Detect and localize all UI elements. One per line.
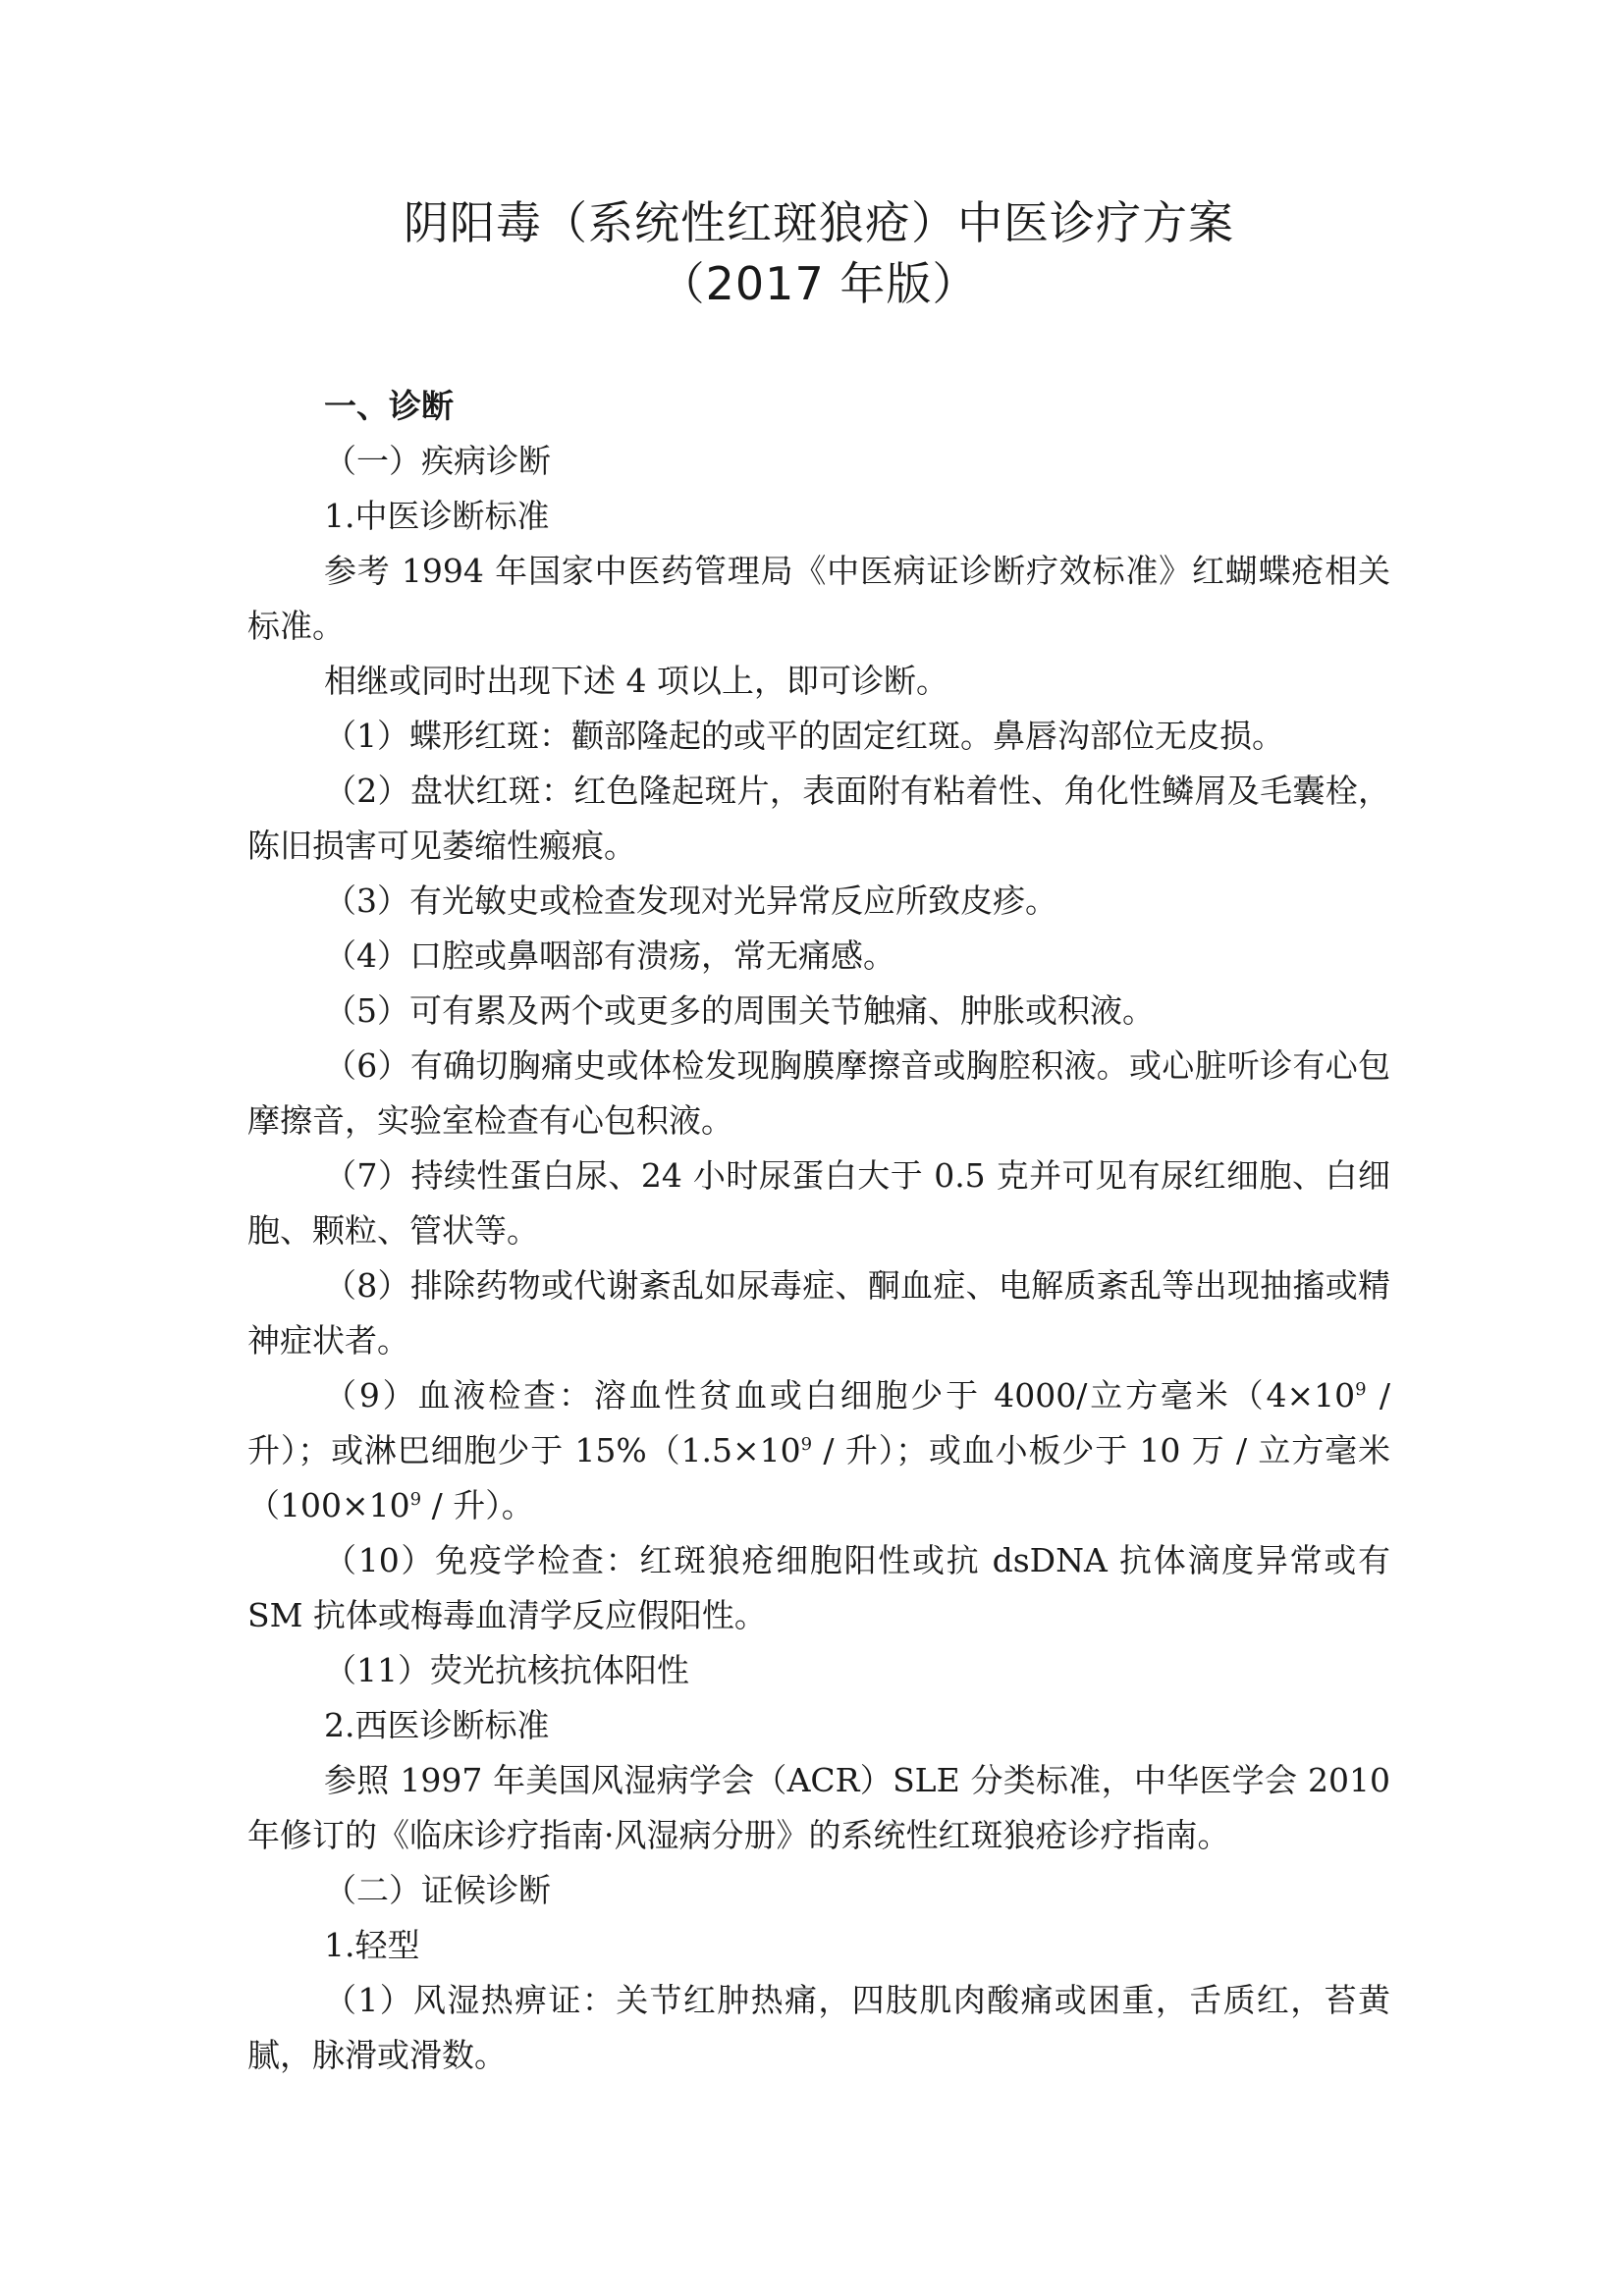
western-standard-heading: 2.西医诊断标准 bbox=[324, 1706, 550, 1744]
section-heading-diagnosis: 一、诊断 bbox=[324, 387, 454, 425]
blood-test-part-d: / 升）。 bbox=[421, 1486, 534, 1524]
criteria-item: （5）可有累及两个或更多的周围关节触痛、肿胀或积液。 bbox=[324, 991, 1155, 1030]
tcm-standard-heading: 1.中医诊断标准 bbox=[324, 497, 550, 535]
exponent: 9 bbox=[409, 1489, 422, 1510]
criteria-item: （11）荧光抗核抗体阳性 bbox=[324, 1651, 689, 1689]
criteria-item: （6）有确切胸痛史或体检发现胸膜摩擦音或胸腔积液。或心脏听诊有心包摩擦音，实验室检查有心包积液。 bbox=[247, 1046, 1390, 1140]
syndrome-item: （1）风湿热痹证：关节红肿热痛，四肢肌肉酸痛或困重，舌质红，苔黄腻，脉滑或滑数。 bbox=[247, 1981, 1390, 2074]
criteria-item: （1）蝶形红斑：颧部隆起的或平的固定红斑。鼻唇沟部位无皮损。 bbox=[324, 717, 1284, 755]
blood-test-part-a: （9）血液检查：溶血性贫血或白细胞少于 4000/立方毫米（4×10 bbox=[324, 1376, 1356, 1415]
title-block bbox=[208, 192, 1430, 314]
document-title: 阴阳毒（系统性红斑狼疮）中医诊疗方案 bbox=[404, 196, 1234, 249]
criteria-item: （3）有光敏史或检查发现对光异常反应所致皮疹。 bbox=[324, 881, 1057, 920]
mild-type-heading: 1.轻型 bbox=[324, 1926, 420, 1964]
criteria-item: （2）盘状红斑：红色隆起斑片，表面附有粘着性、角化性鳞屑及毛囊栓，陈旧损害可见萎缩性瘢痕。 bbox=[247, 772, 1390, 865]
tcm-standard-rule: 相继或同时出现下述 4 项以上，即可诊断。 bbox=[324, 662, 948, 700]
criteria-item: （4）口腔或鼻咽部有溃疡，常无痛感。 bbox=[324, 936, 895, 975]
document-page bbox=[247, 192, 1390, 2083]
criteria-item: （8）排除药物或代谢紊乱如尿毒症、酮血症、电解质紊乱等出现抽搐或精神症状者。 bbox=[247, 1266, 1390, 1360]
blood-test-part-c: / 升）；或血小板少于 10 万 / 立方毫米（100×10 bbox=[247, 1431, 1390, 1524]
western-standard-text: 参照 1997 年美国风湿病学会（ACR）SLE 分类标准，中华医学会 2010 年修订的《临床诊疗指南·风湿病分册》的系统性红斑狼疮诊疗指南。 bbox=[247, 1761, 1390, 1854]
criteria-item: （7）持续性蛋白尿、24 小时尿蛋白大于 0.5 克并可见有尿红细胞、白细胞、颗粒、管状等。 bbox=[247, 1156, 1390, 1250]
document-edition: （2017 年版） bbox=[659, 257, 979, 310]
subsection-disease-diagnosis: （一）疾病诊断 bbox=[324, 442, 551, 480]
document-body bbox=[247, 379, 1390, 2083]
subsection-syndrome-diagnosis: （二）证候诊断 bbox=[324, 1871, 551, 1909]
tcm-standard-reference: 参考 1994 年国家中医药管理局《中医病证诊断疗效标准》红蝴蝶疮相关标准。 bbox=[247, 552, 1390, 645]
blood-test-part-b: / 升）；或淋巴细胞少于 15%（1.5×10 bbox=[247, 1376, 1390, 1469]
criteria-item: （10）免疫学检查：红斑狼疮细胞阳性或抗 dsDNA 抗体滴度异常或有 SM 抗体或梅毒血清学反应假阳性。 bbox=[247, 1541, 1390, 1634]
exponent: 9 bbox=[800, 1434, 813, 1455]
exponent: 9 bbox=[1355, 1379, 1367, 1400]
criteria-item-blood-test bbox=[247, 1368, 1390, 1533]
